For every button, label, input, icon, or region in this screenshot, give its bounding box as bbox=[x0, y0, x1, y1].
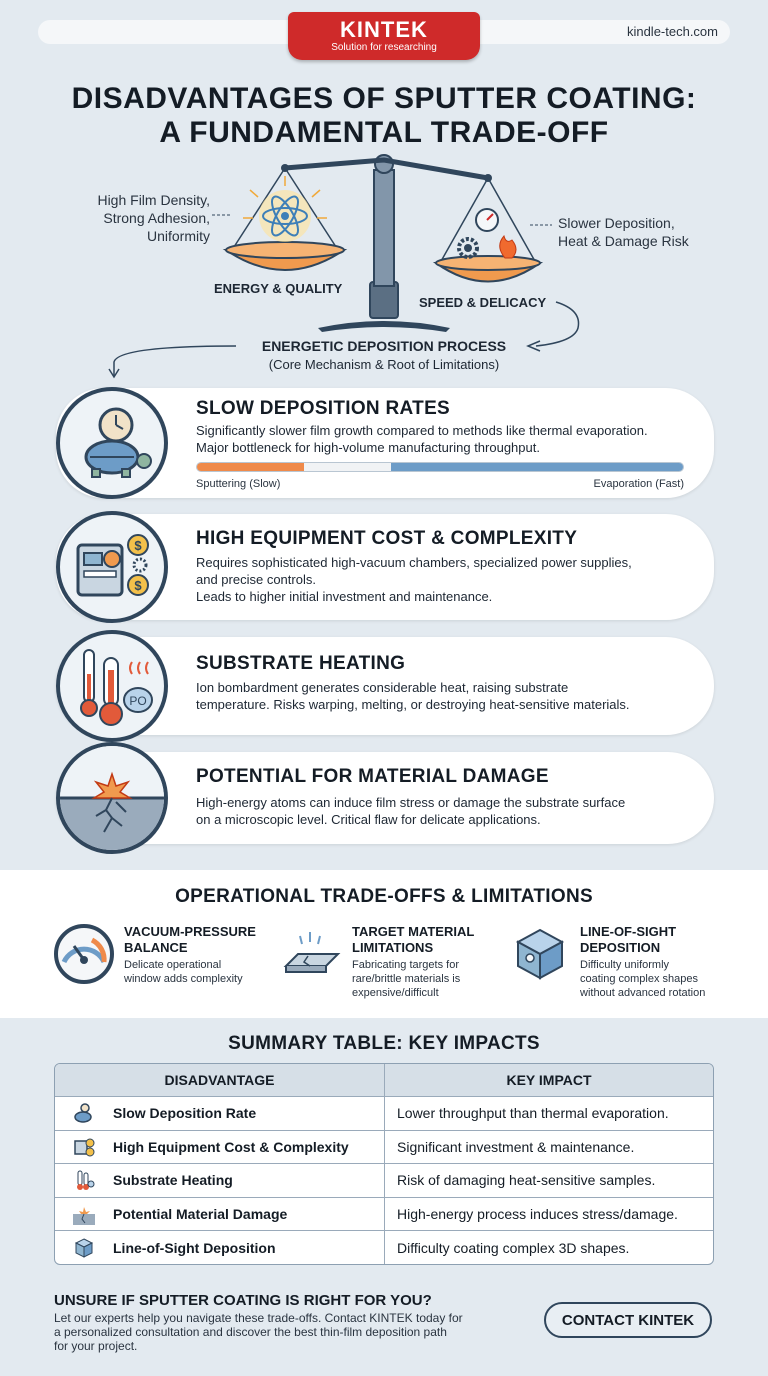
tradeoff-text: Delicate operational window adds complexity bbox=[124, 959, 243, 985]
contact-kintek-button[interactable]: CONTACT KINTEK bbox=[544, 1302, 712, 1338]
deposition-rate-bar bbox=[196, 462, 684, 472]
summary-table bbox=[54, 1063, 714, 1265]
card-substrate-heating bbox=[56, 637, 714, 735]
site-url[interactable]: kindle-tech.com bbox=[626, 24, 718, 39]
tradeoff-text: Fabricating targets for rare/brittle materials is expensive/difficult bbox=[352, 959, 461, 999]
logo-tagline: Solution for researching bbox=[331, 42, 437, 53]
cube-small-icon bbox=[73, 1237, 95, 1259]
tradeoff-title: LINE-OF-SIGHT DEPOSITION bbox=[580, 924, 677, 955]
row-disadvantage: High Equipment Cost & Complexity bbox=[113, 1138, 349, 1155]
row-disadvantage: Line-of-Sight Deposition bbox=[113, 1239, 276, 1256]
card-slow-deposition bbox=[56, 388, 714, 498]
right-pan-caption: SPEED & DELICACY bbox=[419, 295, 547, 310]
row-disadvantage: Slow Deposition Rate bbox=[113, 1105, 257, 1122]
scale-pillar bbox=[374, 170, 394, 286]
card-text: Ion bombardment generates considerable heat, raising substrate temperature. Risks warping, melting, or destroying heat-sensitive materials. bbox=[196, 680, 630, 712]
header-key-impact: KEY IMPACT bbox=[506, 1072, 592, 1088]
left-pan-label: High Film Density, Strong Adhesion, Uniformity bbox=[97, 192, 210, 244]
scale-foot bbox=[370, 282, 398, 318]
crack-impact-icon bbox=[56, 742, 168, 854]
right-pan-label: Slower Deposition, Heat & Damage Risk bbox=[558, 215, 689, 249]
cube-icon bbox=[508, 922, 572, 986]
card-title: POTENTIAL FOR MATERIAL DAMAGE bbox=[196, 766, 549, 787]
process-title: ENERGETIC DEPOSITION PROCESS bbox=[261, 338, 507, 354]
process-subtitle: (Core Mechanism & Root of Limitations) bbox=[268, 357, 500, 372]
logo-brand: KINTEK bbox=[340, 17, 428, 42]
gauge-icon bbox=[52, 922, 116, 986]
table-row bbox=[55, 1163, 713, 1197]
machine-small-icon bbox=[73, 1136, 95, 1158]
row-impact: Lower throughput than thermal evaporation. bbox=[397, 1105, 669, 1122]
tradeoffs-section bbox=[0, 870, 768, 1018]
kintek-logo[interactable] bbox=[288, 12, 480, 60]
table-row bbox=[55, 1130, 713, 1164]
svg-text:$: $ bbox=[134, 578, 142, 593]
row-impact: Difficulty coating complex 3D shapes. bbox=[397, 1239, 630, 1256]
card-equipment-cost bbox=[56, 514, 714, 620]
broken-target-icon bbox=[280, 922, 344, 986]
row-impact: High-energy process induces stress/damage. bbox=[397, 1206, 678, 1223]
card-title: HIGH EQUIPMENT COST & COMPLEXITY bbox=[196, 528, 578, 549]
table-row bbox=[55, 1096, 713, 1130]
page-title: DISADVANTAGES OF SPUTTER COATING: A FUNDAMENTAL TRADE-OFF bbox=[71, 82, 697, 149]
scale-base bbox=[318, 321, 450, 332]
thermometer-icon bbox=[56, 630, 168, 742]
table-row bbox=[55, 1197, 713, 1231]
turtle-clock-icon bbox=[56, 387, 168, 499]
thermometer-small-icon bbox=[73, 1169, 95, 1191]
summary-title: SUMMARY TABLE: KEY IMPACTS bbox=[228, 1033, 540, 1054]
table-row bbox=[55, 1230, 713, 1264]
turtle-small-icon bbox=[73, 1102, 95, 1124]
table-header-row bbox=[55, 1064, 713, 1096]
crack-small-icon bbox=[73, 1203, 95, 1225]
rate-bar-gap bbox=[304, 463, 391, 471]
row-disadvantage: Substrate Heating bbox=[113, 1172, 233, 1189]
card-title: SLOW DEPOSITION RATES bbox=[196, 398, 451, 419]
cta-text: Let our experts help you navigate these trade-offs. Contact KINTEK today for a personalized consultation and discover the best thin-film deposition path for your project. bbox=[54, 1311, 463, 1353]
card-text: Significantly slower film growth compared to methods like thermal evaporation. Major bottleneck for high-volume manufacturing throughput. bbox=[196, 423, 648, 455]
tradeoff-text: Difficulty uniformly coating complex shapes without advanced rotation bbox=[580, 959, 706, 999]
rate-bar-slow bbox=[197, 463, 304, 471]
card-text: Requires sophisticated high-vacuum chambers, specialized power supplies, and precise controls. Leads to higher initial investment and maintenance. bbox=[196, 555, 632, 604]
row-disadvantage: Potential Material Damage bbox=[113, 1206, 288, 1223]
tradeoffs-title: OPERATIONAL TRADE-OFFS & LIMITATIONS bbox=[175, 886, 593, 907]
tradeoff-title: VACUUM-PRESSURE BALANCE bbox=[124, 924, 256, 955]
rate-slow-label: Sputtering (Slow) bbox=[196, 478, 281, 490]
card-title: SUBSTRATE HEATING bbox=[196, 653, 406, 674]
svg-text:$: $ bbox=[134, 538, 142, 553]
row-impact: Significant investment & maintenance. bbox=[397, 1138, 635, 1155]
left-arrow bbox=[114, 346, 236, 376]
row-impact: Risk of damaging heat-sensitive samples. bbox=[397, 1172, 656, 1189]
card-text: High-energy atoms can induce film stress or damage the substrate surface on a microscopic level. Critical flaw for delicate applications. bbox=[196, 795, 626, 827]
flame-icon bbox=[500, 236, 516, 258]
rate-fast-label: Evaporation (Fast) bbox=[593, 478, 684, 490]
card-material-damage bbox=[56, 752, 714, 844]
tradeoff-title: TARGET MATERIAL LIMITATIONS bbox=[352, 924, 475, 955]
rate-bar-fast bbox=[391, 463, 683, 471]
svg-text:PO: PO bbox=[129, 694, 147, 708]
cta-title: UNSURE IF SPUTTER COATING IS RIGHT FOR YOU? bbox=[54, 1292, 432, 1309]
header-disadvantage: DISADVANTAGE bbox=[55, 1064, 385, 1096]
machine-cost-icon bbox=[56, 511, 168, 623]
left-pan-caption: ENERGY & QUALITY bbox=[214, 281, 343, 296]
